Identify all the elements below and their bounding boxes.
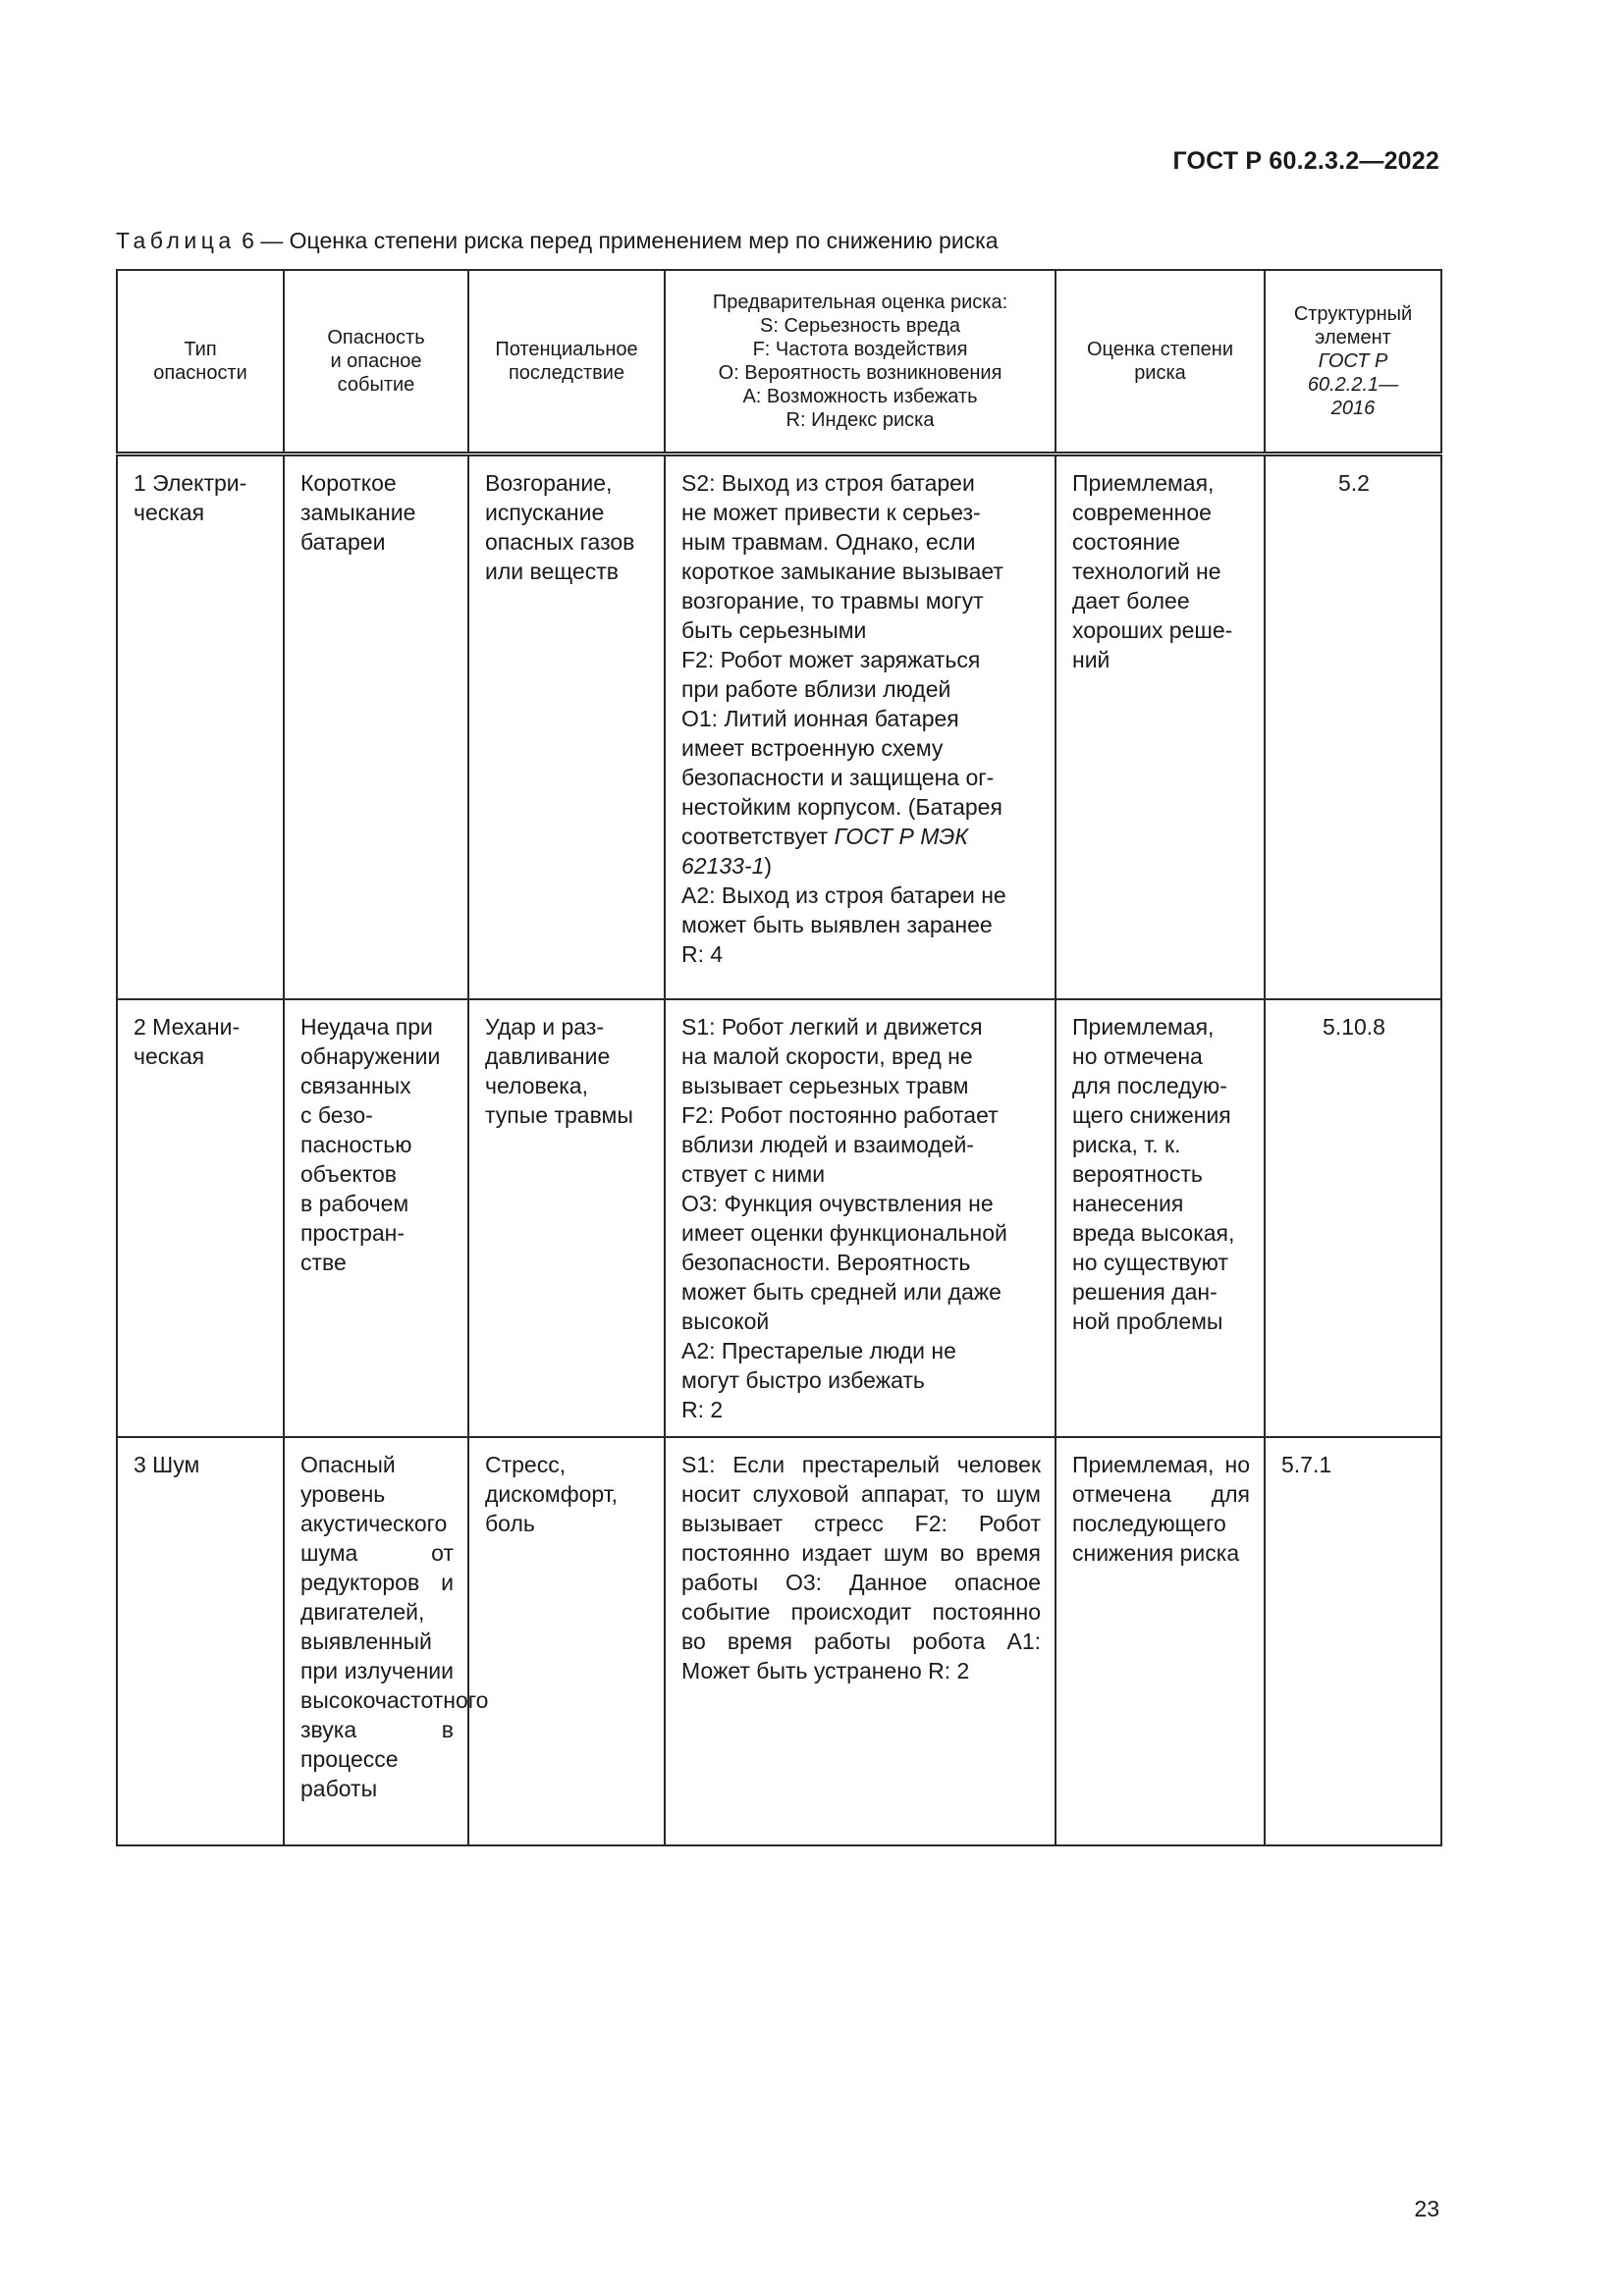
assessment-text-end: ) A2: Выход из строя батареи не может быть выявлен заранее R: 4 xyxy=(681,853,1006,967)
header-type: Тип опасности xyxy=(117,270,284,454)
cell-element: 5.7.1 xyxy=(1265,1437,1441,1845)
header-consequence: Потенциальное последствие xyxy=(468,270,665,454)
header-level: Оценка степени риска xyxy=(1056,270,1265,454)
page-number: 23 xyxy=(1414,2196,1439,2221)
cell-hazard: Короткое замыкание батареи xyxy=(284,454,468,1000)
standard-reference: ГОСТ Р МЭК 62133-1 xyxy=(681,824,968,879)
table-caption xyxy=(116,228,999,254)
cell-hazard: Опасный уровень акустического шума от редукторов и двигателей, выявленный при излучении высокочастотного звука в процессе работы xyxy=(284,1437,468,1845)
cell-element: 5.10.8 xyxy=(1265,999,1441,1437)
table-row xyxy=(117,454,1441,1000)
caption-text: 6 — Оценка степени риска перед применением мер по снижению риска xyxy=(235,228,999,253)
table-header-row xyxy=(117,270,1441,454)
cell-hazard: Неудача при обнаружении связанных с безо- пасностью объектов в рабочем простран- стве xyxy=(284,999,468,1437)
cell-level: Приемлемая, но отмечена для последующего снижения риска xyxy=(1056,1437,1265,1845)
header-assessment: Предварительная оценка риска: S: Серьезность вреда F: Частота воздействия O: Вероятность возникновения A: Возможность избежать R: Индекс риска xyxy=(665,270,1056,454)
cell-consequence: Возгорание, испускание опасных газов или веществ xyxy=(468,454,665,1000)
caption-label: Таблица xyxy=(116,228,236,253)
table-row xyxy=(117,1437,1441,1845)
cell-type: 1 Электри- ческая xyxy=(117,454,284,1000)
cell-consequence: Удар и раз- давливание человека, тупые травмы xyxy=(468,999,665,1437)
cell-type: 3 Шум xyxy=(117,1437,284,1845)
risk-table xyxy=(116,269,1442,1846)
assessment-text: S2: Выход из строя батареи не может привести к серьез- ным травмам. Однако, если короткое замыкание вызывает возгорание, то травмы могут быть серьезными F2: Робот может заряжаться при работе вблизи людей O1: Литий ионная батарея имеет встроенную схему безопасности и защищена ог- нестойким корпусом. (Батарея соответствует xyxy=(681,470,1003,849)
document-code: ГОСТ Р 60.2.3.2—2022 xyxy=(1172,147,1439,175)
cell-assessment: S1: Робот легкий и движется на малой скорости, вред не вызывает серьезных травм F2: Робот постоянно работает вблизи людей и взаимодей- ствует с ними O3: Функция очувствления не имеет оценки функциональной безопасности. Вероятность может быть средней или даже высокой A2: Престарелые люди не могут быстро избежать R: 2 xyxy=(665,999,1056,1437)
cell-consequence: Стресс, дискомфорт, боль xyxy=(468,1437,665,1845)
cell-type: 2 Механи- ческая xyxy=(117,999,284,1437)
cell-assessment: S1: Если престарелый человек носит слуховой аппарат, то шум вызывает стресс F2: Робот постоянно издает шум во время работы O3: Данное опасное событие происходит постоянно во время работы робота A1: Может быть устранено R: 2 xyxy=(665,1437,1056,1845)
cell-element: 5.2 xyxy=(1265,454,1441,1000)
cell-assessment xyxy=(665,454,1056,1000)
header-element-line2: ГОСТ Р 60.2.2.1— 2016 xyxy=(1307,350,1399,419)
cell-level: Приемлемая, но отмечена для последую- щего снижения риска, т. к. вероятность нанесения вреда высокая, но существуют решения дан- ной проблемы xyxy=(1056,999,1265,1437)
header-hazard: Опасность и опасное событие xyxy=(284,270,468,454)
cell-level: Приемлемая, современное состояние технологий не дает более хороших реше- ний xyxy=(1056,454,1265,1000)
header-element xyxy=(1265,270,1441,454)
header-element-line1: Структурный элемент xyxy=(1293,303,1413,348)
table-row xyxy=(117,999,1441,1437)
